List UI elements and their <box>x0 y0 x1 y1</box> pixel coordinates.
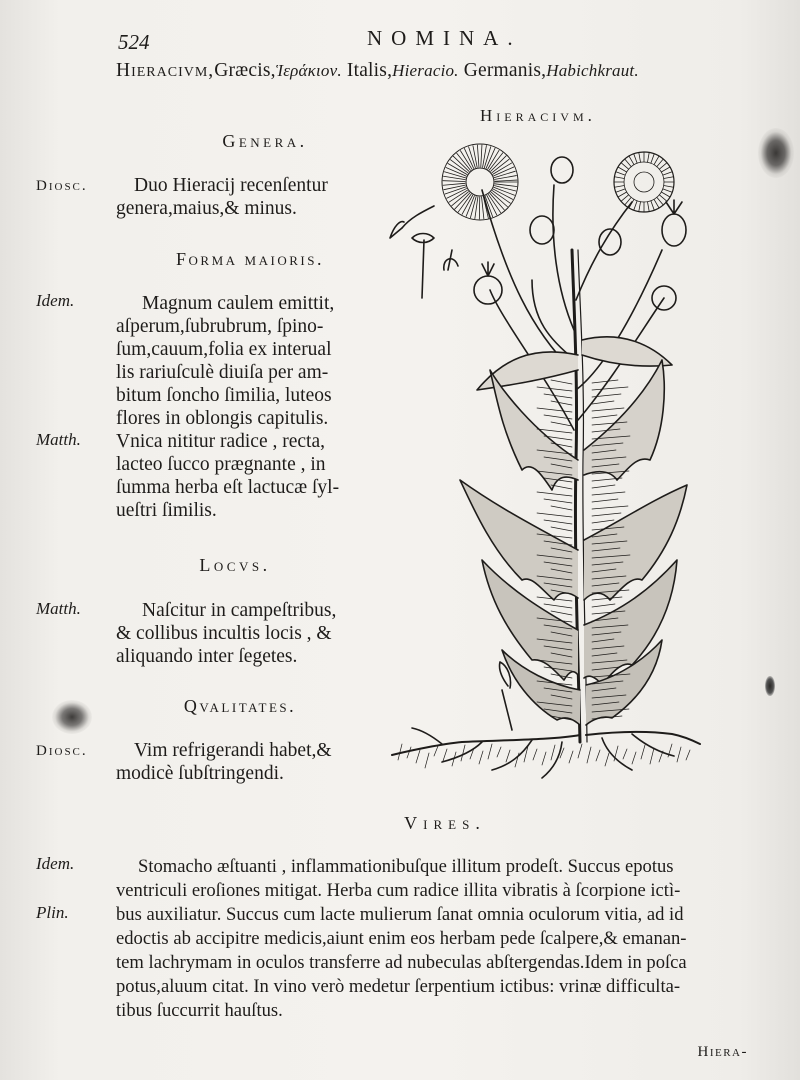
german-name: Habichkraut. <box>546 61 639 80</box>
page-number: 524 <box>118 30 150 54</box>
paragraph-locus <box>116 599 336 668</box>
section-heading-locus: Locvs. <box>199 555 271 575</box>
text-line: ſum,cauum,folia ex interual <box>116 339 332 360</box>
margin-note-plin: Plin. <box>36 903 69 922</box>
text-line: edoctis ab accipitre medicis,aiunt enim eos herbam pede ſcalpere,& emanan- <box>116 928 687 949</box>
text-line: Vnica nititur radice , recta, <box>116 431 325 452</box>
title-lead: Hieracivm, <box>116 60 215 81</box>
text-line: tibus ſuccurrit hauſtus. <box>116 1000 283 1021</box>
section-heading-vires: Vires. <box>404 813 486 833</box>
paragraph-vires <box>116 855 687 1023</box>
text-line: lis rariuſculè diuiſa per am- <box>116 362 329 383</box>
italian-label: Italis, <box>346 60 393 81</box>
text-line: Magnum caulem emittit, <box>142 293 335 314</box>
text-line: & collibus incultis locis , & <box>116 623 332 644</box>
italian-name: Hieracio. <box>392 61 459 80</box>
running-head: NOMINA. <box>367 26 522 50</box>
text-line: aſperum,ſubrubrum, ſpino- <box>116 316 324 337</box>
hieracium-woodcut-illustration <box>382 130 702 780</box>
text-line: ſumma herba eſt lactucæ ſyl- <box>116 477 340 498</box>
text-line: potus,aluum citat. In vino verò medetur ſerpentium ictibus: vrinæ difficulta- <box>116 976 681 997</box>
text-line: Vim refrigerandi habet,& <box>134 740 332 761</box>
section-heading-qualitates: Qvalitates. <box>183 696 297 716</box>
text-line: ventriculi eroſiones mitigat. Herba cum radice illita vibratis à ſcorpione ictì- <box>116 880 681 901</box>
title-line <box>116 60 639 82</box>
text-line: ueſtri ſimilis. <box>116 500 217 521</box>
margin-note-matth: Matth. <box>36 599 81 618</box>
ink-blot <box>765 676 775 696</box>
margin-note-diosc: Diosc. <box>36 178 88 194</box>
figure-caption: Hieracivm. <box>480 106 596 125</box>
paragraph-forma <box>116 292 339 522</box>
text-line: bus auxiliatur. Succus cum lacte mulierum ſanat omnia oculorum vitia, ad id <box>116 904 684 925</box>
paragraph-genera <box>116 174 328 220</box>
greek-label: Græcis, <box>214 60 276 81</box>
text-line: lacteo ſucco prægnante , in <box>116 454 326 475</box>
margin-note-idem: Idem. <box>36 291 75 310</box>
text-line: Naſcitur in campeſtribus, <box>142 600 337 621</box>
text-line: flores in oblongis capitulis. <box>116 408 329 429</box>
text-line: tem lachrymam in oculos transferre ad nubeculas abſtergendas.Idem in poſca <box>116 952 687 973</box>
ink-blot <box>758 128 794 178</box>
text-line: bitum ſoncho ſimilia, luteos <box>116 385 332 406</box>
catchword: Hiera- <box>697 1044 748 1060</box>
greek-name: Ἱεράκιον. <box>275 61 342 80</box>
paragraph-qualitates <box>116 739 332 785</box>
margin-note-matth: Matth. <box>36 430 81 449</box>
ink-blot <box>52 700 92 734</box>
section-heading-genera: Genera. <box>222 131 308 151</box>
text-line: Duo Hieracij recenſentur <box>134 175 328 196</box>
german-label: Germanis, <box>463 60 547 81</box>
text-line: modicè ſubſtringendi. <box>116 763 284 784</box>
text-line: genera,maius,& minus. <box>116 198 297 219</box>
text-line: Stomacho æſtuanti , inflammationibuſque illitum prodeſt. Succus epotus <box>138 856 674 877</box>
text-line: aliquando inter ſegetes. <box>116 646 298 667</box>
margin-note-diosc: Diosc. <box>36 743 88 759</box>
margin-note-idem: Idem. <box>36 854 75 873</box>
section-heading-forma: Forma maioris. <box>176 249 324 269</box>
